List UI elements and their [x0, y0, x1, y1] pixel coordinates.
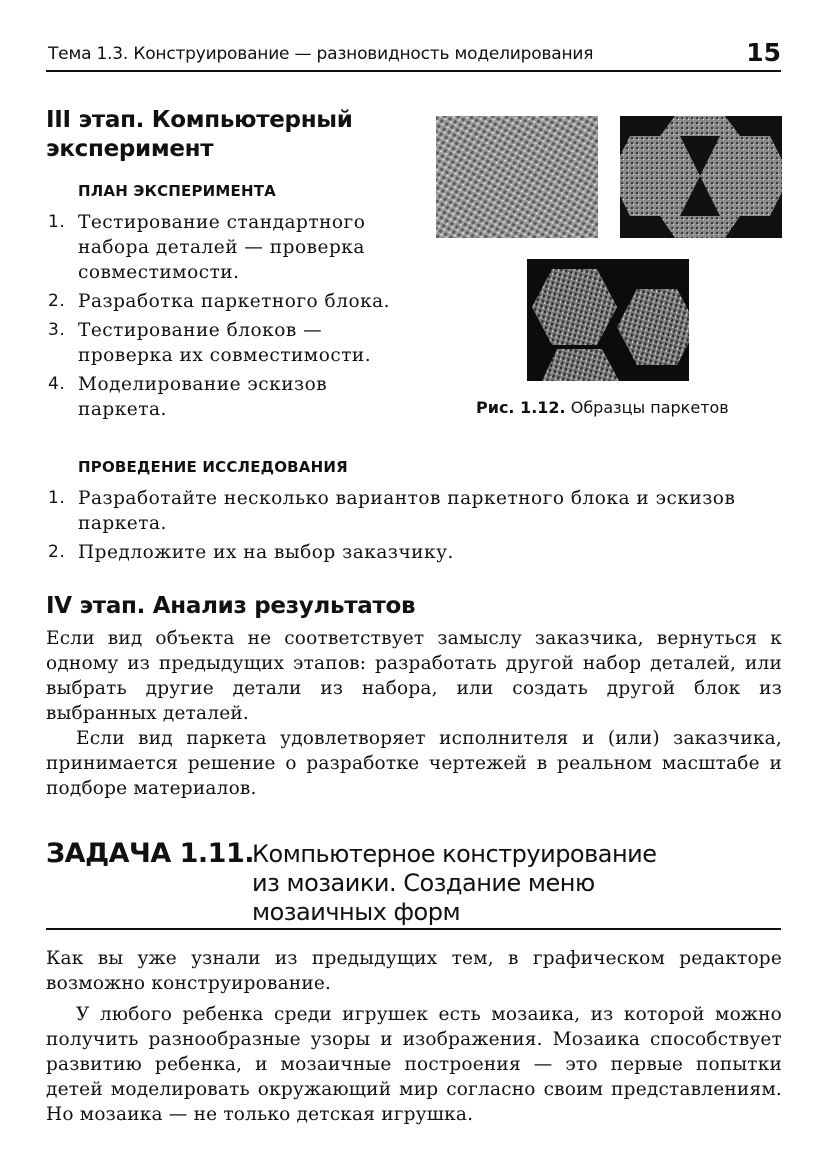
list-item — [48, 318, 420, 368]
parquet-sample-1 — [436, 116, 598, 238]
list-item — [48, 210, 420, 285]
figure-caption-label: Рис. 1.12. — [476, 398, 566, 417]
list-item — [48, 289, 420, 314]
stage3-title-line2: эксперимент — [46, 136, 214, 162]
task-rule — [46, 928, 781, 930]
list-item-number: 3. — [48, 320, 66, 340]
plan-list — [48, 210, 420, 426]
task-title — [252, 840, 722, 927]
stage3-title-line1: III этап. Компьютерный — [46, 107, 353, 133]
list-item-text: Разработайте несколько вариантов паркетного блока и эскизов паркета. — [78, 488, 736, 534]
list-item — [48, 540, 783, 565]
research-list — [48, 486, 783, 569]
body-paragraph-2: У любого ребенка среди игрушек есть мозаика, из которой можно получить разнообразные узоры и изображения. Мозаика способствует развитию ребенка, и мозаичные построения — это первые попытки детей моделировать окружающий мир согласно своим представлениям. Но мозаика — не только детская игрушка. — [46, 1004, 782, 1125]
task-body — [46, 946, 782, 1127]
parquet-sample-3 — [527, 259, 689, 381]
stage4-body — [46, 626, 782, 801]
list-item-number: 4. — [48, 374, 66, 394]
body-paragraph-1: Как вы уже узнали из предыдущих тем, в графическом редакторе возможно конструирование. — [46, 948, 782, 994]
list-item-number: 1. — [48, 212, 66, 232]
plan-heading: ПЛАН ЭКСПЕРИМЕНТА — [78, 182, 276, 200]
list-item — [48, 372, 420, 422]
stage4-title: IV этап. Анализ результатов — [46, 593, 416, 619]
list-item-number: 1. — [48, 488, 66, 508]
running-header: Тема 1.3. Конструирование — разновидность моделирования — [48, 44, 594, 64]
research-heading: ПРОВЕДЕНИЕ ИССЛЕДОВАНИЯ — [78, 458, 348, 476]
list-item-text: Предложите их на выбор заказчику. — [78, 542, 454, 563]
parquet-sample-2 — [620, 116, 782, 238]
task-title-line1: Компьютерное конструирование — [252, 840, 657, 868]
stage4-paragraph-1: Если вид объекта не соответствует замыслу заказчика, вернуться к одному из предыдущих этапов: разработать другой набор деталей, или выбрать другие детали из набора, или создать другой блок из выбранных деталей. — [46, 628, 782, 724]
list-item-text: Моделирование эскизов паркета. — [78, 374, 328, 420]
task-title-line2: из мозаики. Создание меню — [252, 869, 595, 897]
task-title-line3: мозаичных форм — [252, 898, 461, 926]
list-item-number: 2. — [48, 542, 66, 562]
header-rule — [46, 70, 781, 72]
list-item — [48, 486, 783, 536]
stage4-paragraph-2: Если вид паркета удовлетворяет исполнителя и (или) заказчика, принимается решение о разработке чертежей в реальном масштабе и подборе материалов. — [46, 728, 782, 799]
list-item-text: Тестирование блоков — проверка их совместимости. — [78, 320, 372, 366]
page-number: 15 — [746, 38, 781, 67]
list-item-text: Разработка паркетного блока. — [78, 291, 391, 312]
list-item-number: 2. — [48, 291, 66, 311]
list-item-text: Тестирование стандартного набора деталей — проверка совместимости. — [78, 212, 366, 283]
task-label: ЗАДАЧА 1.11. — [46, 838, 255, 869]
stage3-title — [46, 106, 353, 164]
figure-caption — [476, 398, 729, 417]
figure-caption-text: Образцы паркетов — [570, 398, 729, 417]
